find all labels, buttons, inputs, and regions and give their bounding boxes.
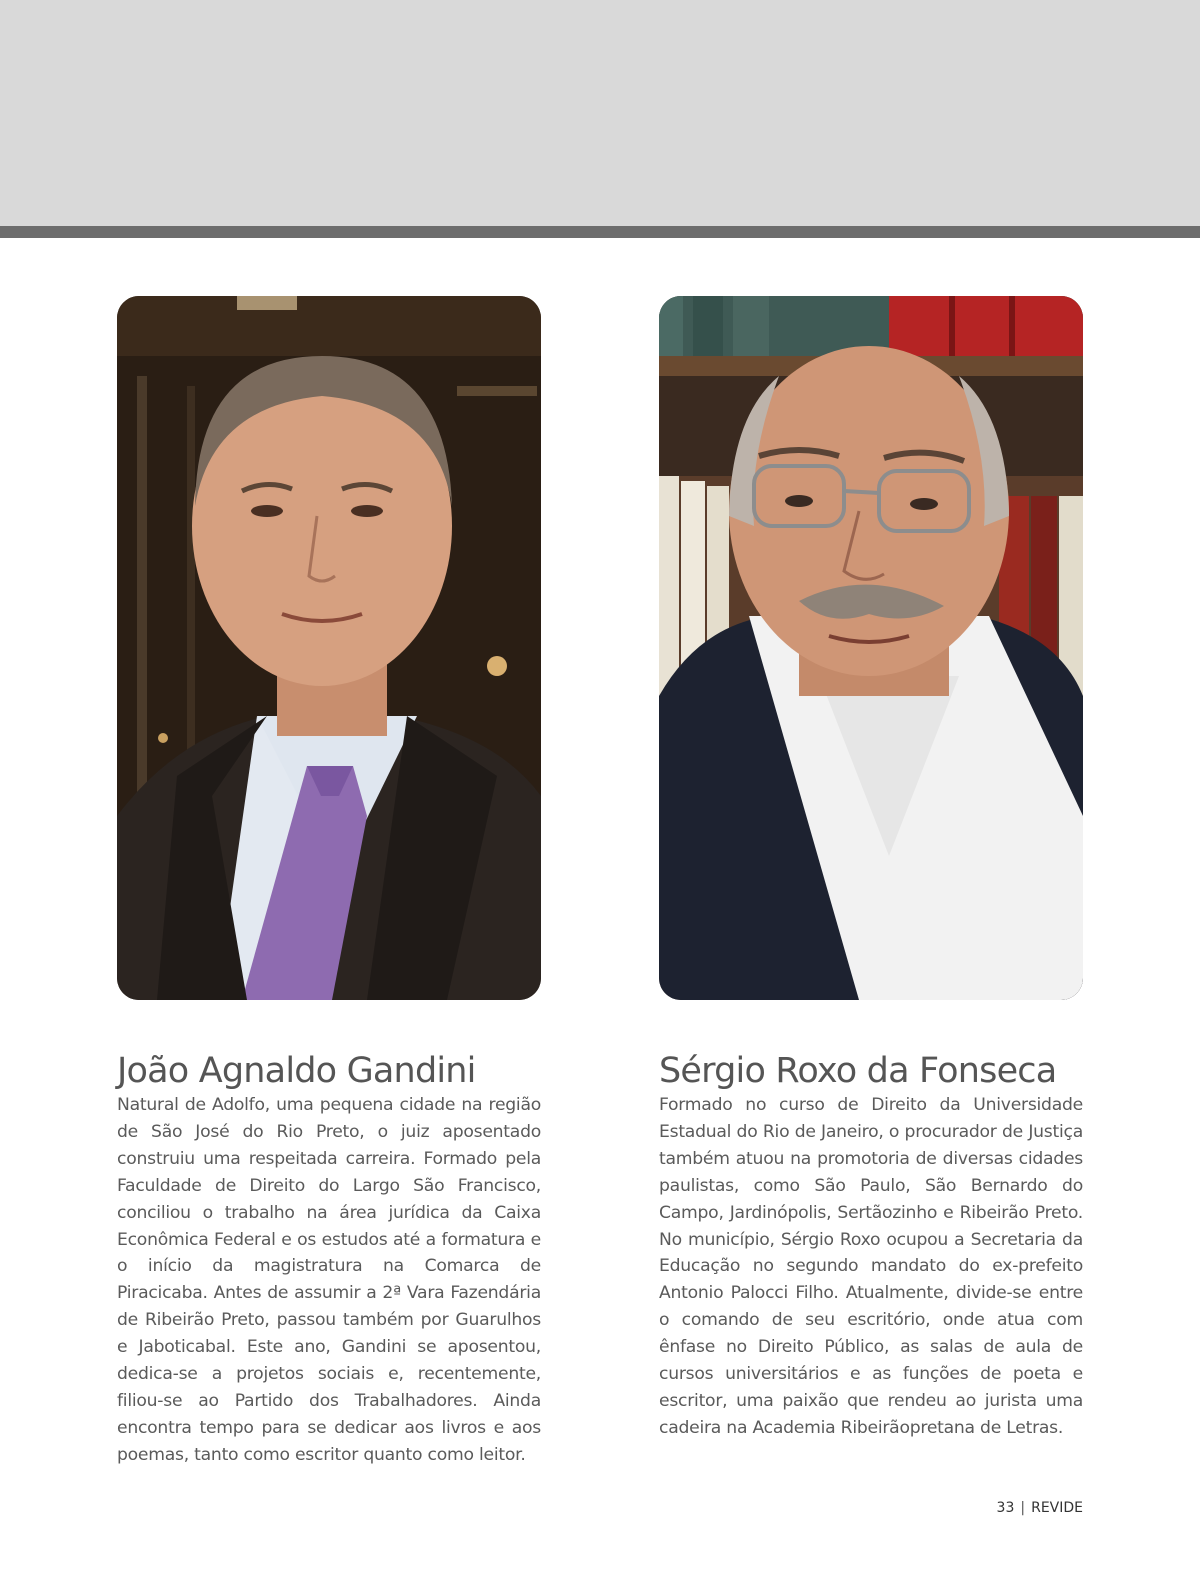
footer-separator: | — [1020, 1500, 1026, 1516]
top-header-band — [0, 0, 1200, 226]
page-number: 33 — [996, 1500, 1015, 1516]
page-footer — [997, 1500, 1083, 1516]
profile-name-left: João Agnaldo Gandini — [117, 1051, 476, 1091]
profile-bio-right: Formado no curso de Direito da Universidade Estadual do Rio de Janeiro, o procurador de Justiça também atuou na promotoria de diversas cidades paulistas, como São Paulo, São Bernardo do Campo, Jardinópolis, Sertãozinho e Ribeirão Preto. No município, Sérgio Roxo ocupou a Secretaria da Educação no segundo mandato do ex-prefeito Antonio Palocci Filho. Atualmente, divide-se entre o comando de seu escritório, onde atua com ênfase no Direito Público, as salas de aula de cursos universitários e as funções de poeta e escritor, uma paixão que rendeu ao jurista uma cadeira na Academia Ribeirãopretana de Letras. — [659, 1095, 1083, 1438]
portrait-photo-right — [659, 296, 1083, 1000]
profile-bio-left: Natural de Adolfo, uma pequena cidade na região de São José do Rio Preto, o juiz aposentado construiu uma respeitada carreira. Formado pela Faculdade de Direito do Largo São Francisco, conciliou o trabalho na área jurídica da Caixa Econômica Federal e os estudos até a formatura e o início da magistratura na Comarca de Piracicaba. Antes de assumir a 2ª Vara Fazendária de Ribeirão Preto, passou também por Guarulhos e Jaboticabal. Este ano, Gandini se aposentou, dedica-se a projetos sociais e, recentemente, filiou-se ao Partido dos Trabalhadores. Ainda encontra tempo para se dedicar aos livros e aos poemas, tanto como escritor quanto como leitor. — [117, 1095, 541, 1465]
profile-column-right — [659, 1050, 1083, 1442]
top-divider-rule — [0, 226, 1200, 238]
portrait-photo-left — [117, 296, 541, 1000]
portrait-illustration-left — [117, 296, 541, 1000]
portrait-illustration-right — [659, 296, 1083, 1000]
profile-name-right: Sérgio Roxo da Fonseca — [659, 1051, 1057, 1091]
profile-column-left — [117, 1050, 541, 1469]
magazine-name: REVIDE — [1031, 1500, 1083, 1516]
